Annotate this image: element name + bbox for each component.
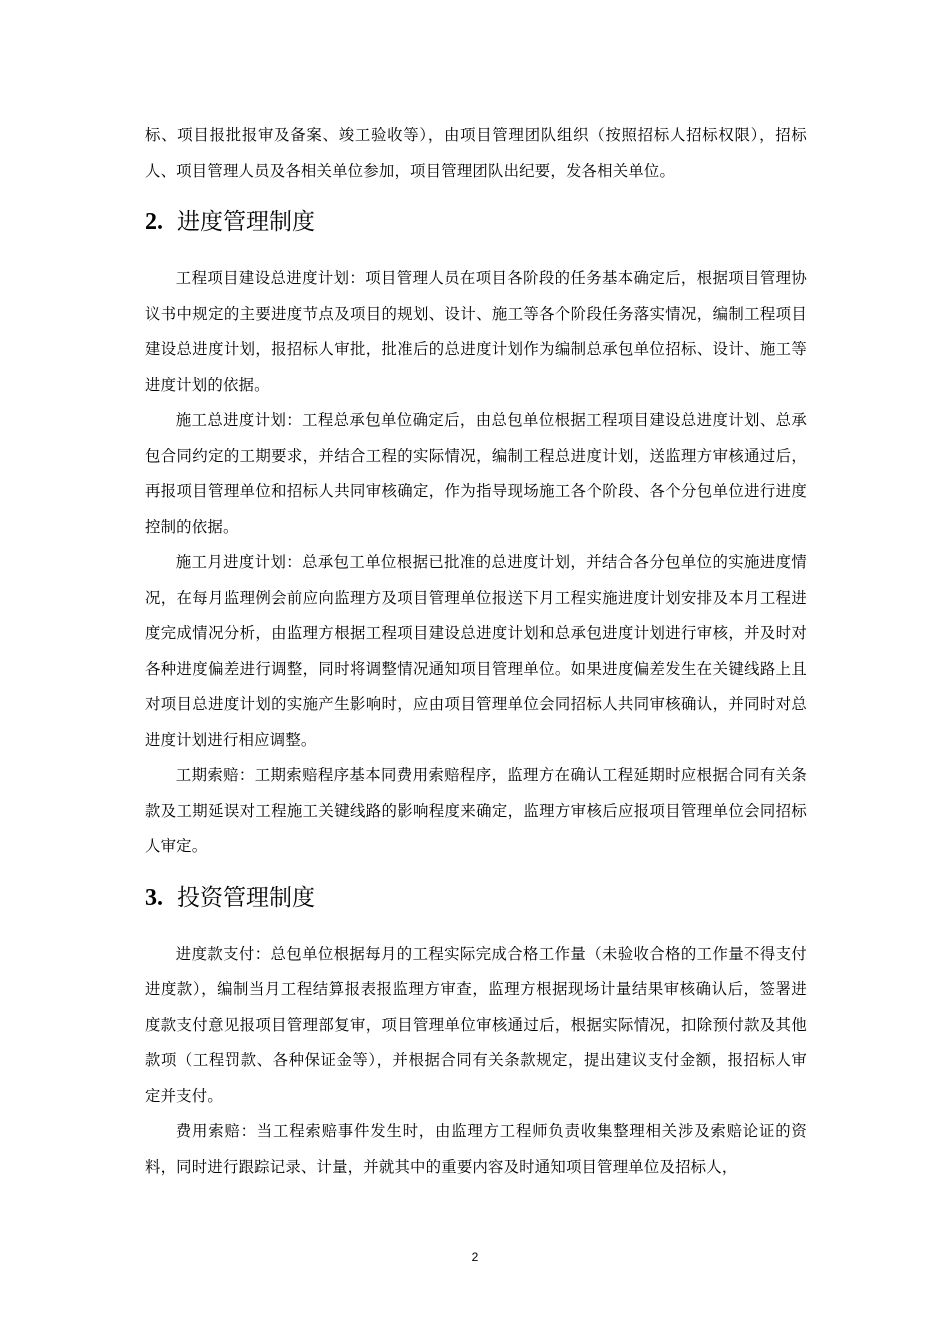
section-heading-progress (145, 189, 807, 255)
section-number: 2. (145, 209, 163, 235)
document-page (145, 118, 807, 1185)
section-title: 投资管理制度 (177, 884, 315, 911)
paragraph-construction-schedule: 施工总进度计划：工程总承包单位确定后，由总包单位根据工程项目建设总进度计划、总承包合同约定的工期要求，并结合工程的实际情况，编制工程总进度计划，送监理方审核通过后，再报项目管理单位和招标人共同审核确定，作为指导现场施工各个阶段、各个分包单位进行进度控制的依据。 (145, 411, 807, 536)
page-number: 2 (471, 1250, 479, 1264)
section-number: 3. (145, 884, 163, 911)
section-title: 进度管理制度 (177, 209, 315, 235)
intro-paragraph: 标、项目报批报审及备案、竣工验收等），由项目管理团队组织（按照招标人招标权限），招标人、项目管理人员及各相关单位参加，项目管理团队出纪要，发各相关单位。 (145, 126, 807, 180)
paragraph-overall-schedule: 工程项目建设总进度计划：项目管理人员在项目各阶段的任务基本确定后，根据项目管理协议书中规定的主要进度节点及项目的规划、设计、施工等各个阶段任务落实情况，编制工程项目建设总进度计划，报招标人审批，批准后的总进度计划作为编制总承包单位招标、设计、施工等进度计划的依据。 (145, 269, 807, 394)
paragraph-cost-claim: 费用索赔：当工程索赔事件发生时，由监理方工程师负责收集整理相关涉及索赔论证的资料，同时进行跟踪记录、计量，并就其中的重要内容及时通知项目管理单位及招标人， (145, 1122, 807, 1176)
paragraph-monthly-schedule: 施工月进度计划：总承包工单位根据已批准的总进度计划，并结合各分包单位的实施进度情况，在每月监理例会前应向监理方及项目管理单位报送下月工程实施进度计划安排及本月工程进度完成情况分析，由监理方根据工程项目建设总进度计划和总承包进度计划进行审核，并及时对各种进度偏差进行调整，同时将调整情况通知项目管理单位。如果进度偏差发生在关键线路上且对项目总进度计划的实施产生影响时，应由项目管理单位会同招标人共同审核确认，并同时对总进度计划进行相应调整。 (145, 553, 807, 749)
paragraph-time-claim: 工期索赔：工期索赔程序基本同费用索赔程序，监理方在确认工程延期时应根据合同有关条款及工期延误对工程施工关键线路的影响程度来确定，监理方审核后应报项目管理单位会同招标人审定。 (145, 766, 807, 855)
section-heading-investment (145, 865, 807, 931)
paragraph-progress-payment: 进度款支付：总包单位根据每月的工程实际完成合格工作量（未验收合格的工作量不得支付进度款），编制当月工程结算报表报监理方审查，监理方根据现场计量结果审核确认后，签署进度款支付意见报项目管理部复审，项目管理单位审核通过后，根据实际情况，扣除预付款及其他款项（工程罚款、各种保证金等），并根据合同有关条款规定，提出建议支付金额，报招标人审定并支付。 (145, 944, 807, 1105)
